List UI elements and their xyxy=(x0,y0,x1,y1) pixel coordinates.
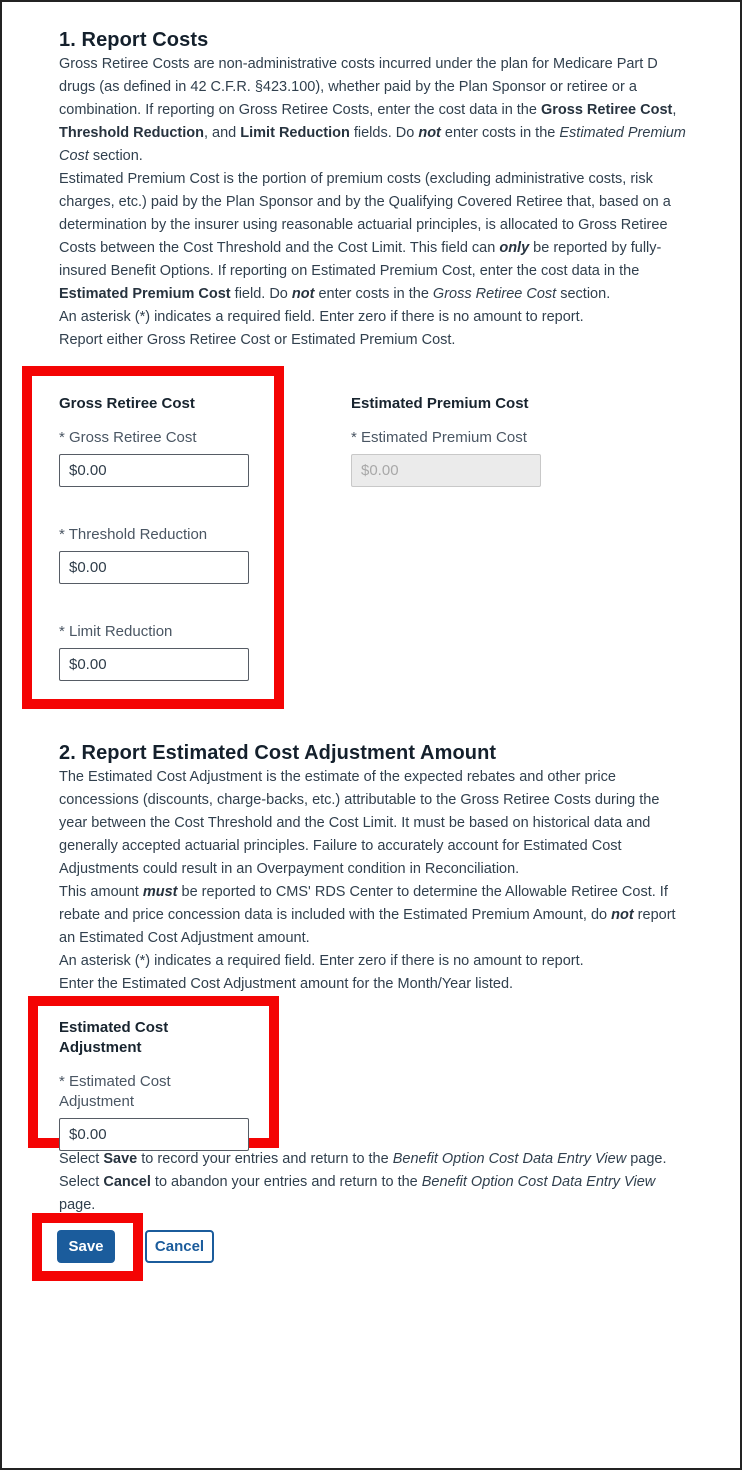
limit-reduction-label: * Limit Reduction xyxy=(59,623,173,640)
estimated-premium-cost-group-heading: Estimated Premium Cost xyxy=(351,395,529,412)
estimated-cost-adjustment-input[interactable] xyxy=(59,1118,249,1151)
required-field-note-1: An asterisk (*) indicates a required field. Enter zero if there is no amount to report. xyxy=(59,309,584,325)
limit-reduction-input[interactable] xyxy=(59,648,249,681)
estimated-premium-cost-input xyxy=(351,454,541,487)
section-2-heading: 2. Report Estimated Cost Adjustment Amount xyxy=(59,742,497,764)
report-either-note: Report either Gross Retiree Cost or Estimated Premium Cost. xyxy=(59,332,456,348)
save-cancel-instructions: Select Save to record your entries and return to the Benefit Option Cost Data Entry View page. Select Cancel to abandon your entries and return to the Benefit Option Cost Data Entry View page. xyxy=(59,1151,667,1213)
cost-entry-form xyxy=(22,366,688,709)
limit-reduction-field xyxy=(59,622,249,681)
section-1-heading: 1. Report Costs xyxy=(59,29,209,51)
gross-retiree-cost-input[interactable] xyxy=(59,454,249,487)
gross-retiree-cost-group-heading: Gross Retiree Cost xyxy=(59,395,195,412)
gross-retiree-costs-description: Gross Retiree Costs are non-administrative costs incurred under the plan for Medicare Part D drugs (as defined in 42 C.F.R. §423.100), whether paid by the Plan Sponsor or retiree or a combination. If reporting on Gross Retiree Costs, enter the cost data in the Gross Retiree Cost, Threshold Reduction, and Limit Reduction fields. Do not enter costs in the Estimated Premium Cost section. xyxy=(59,56,686,164)
page-content xyxy=(2,2,740,1281)
highlight-box-save-button xyxy=(32,1213,143,1281)
required-field-note-2: An asterisk (*) indicates a required field. Enter zero if there is no amount to report. xyxy=(59,953,584,969)
highlight-box-estimated-cost-adjustment xyxy=(28,996,279,1148)
gross-retiree-cost-field xyxy=(59,428,249,487)
threshold-reduction-input[interactable] xyxy=(59,551,249,584)
estimated-premium-cost-label: * Estimated Premium Cost xyxy=(351,429,527,446)
estimated-premium-cost-field xyxy=(351,428,541,487)
action-buttons xyxy=(32,1213,688,1281)
threshold-reduction-label: * Threshold Reduction xyxy=(59,526,208,543)
cancel-button[interactable]: Cancel xyxy=(145,1230,214,1263)
gross-retiree-cost-label: * Gross Retiree Cost xyxy=(59,429,197,446)
must-report-note: This amount must be reported to CMS' RDS Center to determine the Allowable Retiree Cost. If rebate and price concession data is included with the Estimated Premium Amount, do not report an Estimated Cost Adjustment amount. xyxy=(59,884,676,946)
threshold-reduction-field xyxy=(59,525,249,584)
estimated-cost-adjustment-field xyxy=(59,1072,249,1151)
estimated-cost-adjustment-description: The Estimated Cost Adjustment is the estimate of the expected rebates and other price concessions (discounts, charge-backs, etc.) attributable to the Gross Retiree Costs during the year between the Cost Threshold and the Cost Limit. It must be based on historical data and generally accepted actuarial principles. Failure to accurately account for Estimated Cost Adjustments could result in an Overpayment condition in Reconciliation. xyxy=(59,769,660,877)
estimated-cost-adjustment-group-heading: Estimated Cost Adjustment xyxy=(59,1019,169,1056)
estimated-premium-cost-description: Estimated Premium Cost is the portion of premium costs (excluding administrative costs, risk charges, etc.) paid by the Plan Sponsor and by the Qualifying Covered Retiree that, based on a determination by the insurer using reasonable actuarial principles, is allocated to Gross Retiree Costs between the Cost Threshold and the Cost Limit. This field can only be reported by fully-insured Benefit Options. If reporting on Estimated Premium Cost, enter the cost data in the Estimated Premium Cost field. Do not enter costs in the Gross Retiree Cost section. xyxy=(59,171,671,302)
highlight-box-gross-retiree-cost xyxy=(22,366,284,709)
estimated-cost-adjustment-label: * Estimated Cost Adjustment xyxy=(59,1073,171,1110)
save-button[interactable]: Save xyxy=(57,1230,115,1263)
enter-adjustment-note: Enter the Estimated Cost Adjustment amount for the Month/Year listed. xyxy=(59,976,514,992)
estimated-premium-cost-group xyxy=(351,366,541,487)
